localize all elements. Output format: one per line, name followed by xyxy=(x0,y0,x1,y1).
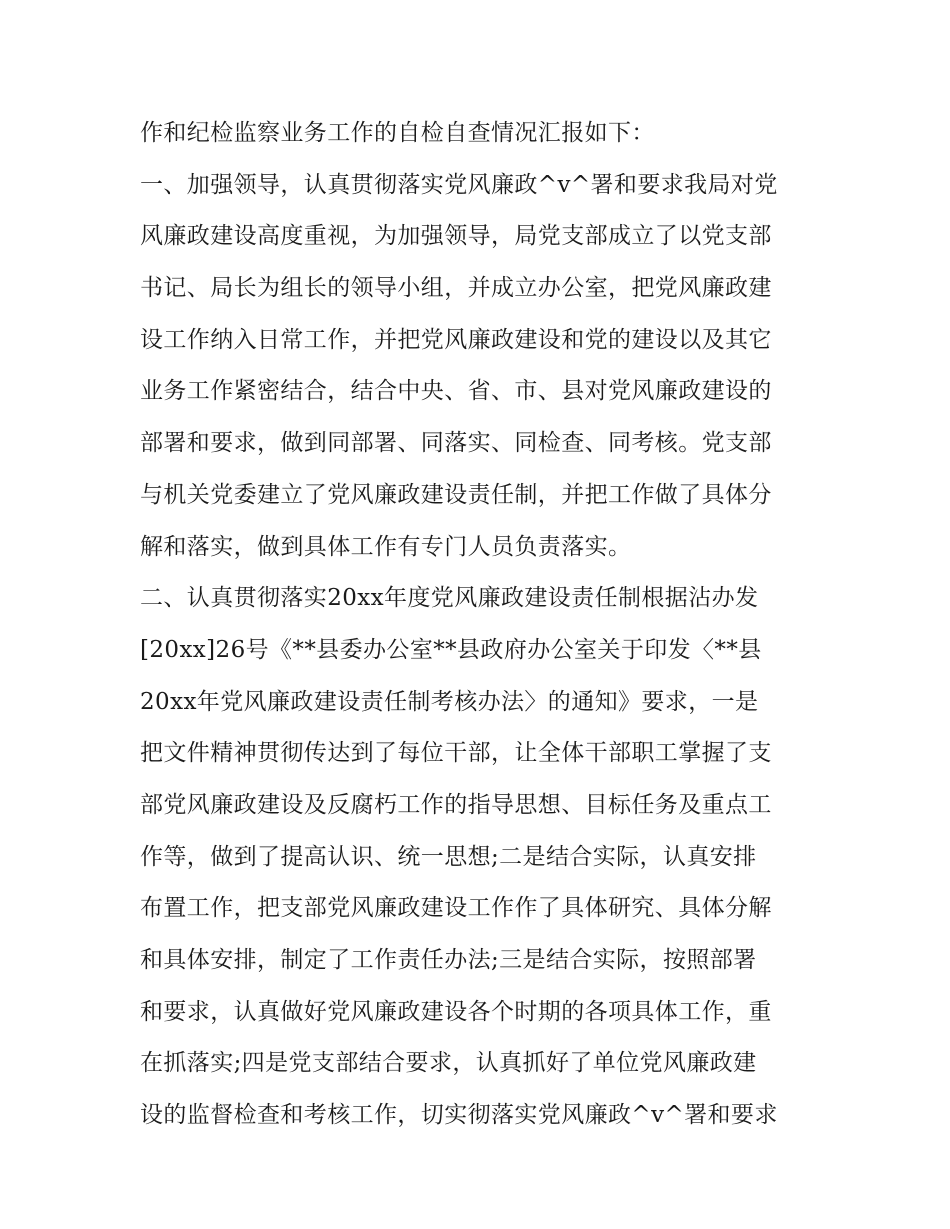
text-line: 业务工作紧密结合，结合中央、省、市、县对党风廉政建设的 xyxy=(140,378,772,405)
text-line: 和要求，认真做好党风廉政建设各个时期的各项具体工作，重 xyxy=(140,998,772,1025)
text-line: 在抓落实;四是党支部结合要求，认真抓好了单位党风廉政建 xyxy=(140,1050,757,1077)
text-line: 设工作纳入日常工作，并把党风廉政建设和党的建设以及其它 xyxy=(140,326,772,353)
text-line: 与机关党委建立了党风廉政建设责任制，并把工作做了具体分 xyxy=(140,481,772,508)
text-line: 书记、局长为组长的领导小组，并成立办公室，把党风廉政建 xyxy=(140,275,772,302)
text-line: [20xx]26号《**县委办公室**县政府办公室关于印发〈**县 xyxy=(140,636,762,663)
text-line: 作等，做到了提高认识、统一思想;二是结合实际，认真安排 xyxy=(140,843,757,870)
text-line: 20xx年党风廉政建设责任制考核办法〉的通知》要求，一是 xyxy=(140,688,759,715)
text-line: 风廉政建设高度重视，为加强领导，局党支部成立了以党支部 xyxy=(140,223,772,250)
text-line: 和具体安排，制定了工作责任办法;三是结合实际，按照部署 xyxy=(140,947,757,973)
text-line: 部党风廉政建设及反腐朽工作的指导思想、目标任务及重点工 xyxy=(140,791,772,818)
text-line: 部署和要求，做到同部署、同落实、同检查、同考核。党支部 xyxy=(140,430,772,457)
text-line: 作和纪检监察业务工作的自检自查情况汇报如下： xyxy=(140,120,655,146)
text-line: 布置工作，把支部党风廉政建设工作作了具体研究、具体分解 xyxy=(140,895,772,922)
text-line: 把文件精神贯彻传达到了每位干部，让全体干部职工掌握了支 xyxy=(140,740,772,767)
document-body xyxy=(140,108,840,1142)
text-line: 解和落实，做到具体工作有专门人员负责落实。 xyxy=(140,533,632,560)
text-line: 设的监督检查和考核工作，切实彻落实党风廉政^v^署和要求 xyxy=(140,1102,778,1129)
text-line: 二、认真贯彻落实20xx年度党风廉政建设责任制根据沾办发 xyxy=(140,585,759,612)
text-line: 一、加强领导，认真贯彻落实党风廉政^v^署和要求我局对党 xyxy=(140,171,778,198)
